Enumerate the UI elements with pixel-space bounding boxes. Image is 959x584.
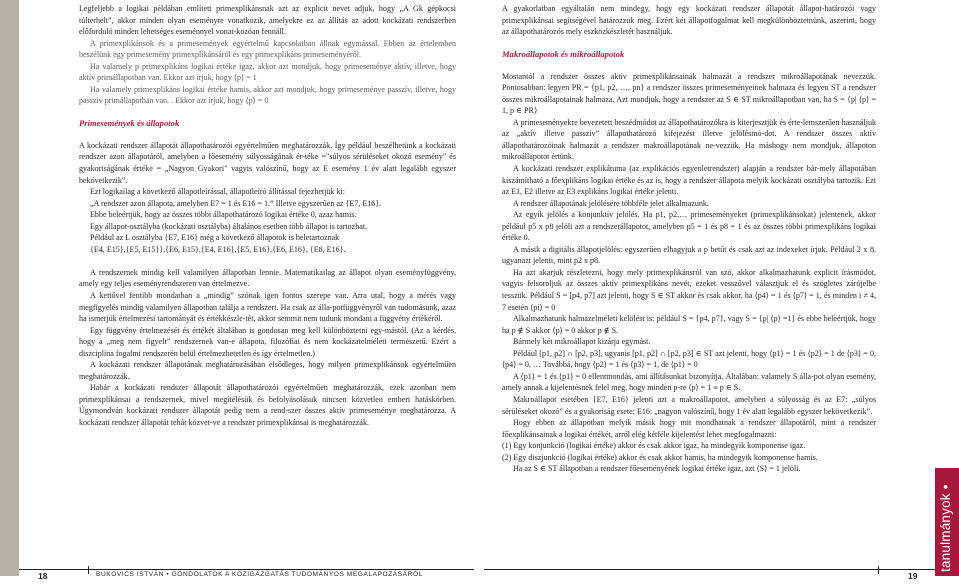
paragraph: Ha azt akarjuk részletezni, hogy mely primexplikánsról van szó, akkor alkalmazhatunk explicit írásmódot, vagyis felsoroljuk az összes aktív primexplikáns nevét, ezeket vesszővel választjuk el és szögletes zárójelbe tesszük. Például S = [p4, p7] azt jelenti, hogy S ∈ ST akkor és csak akkor, ha ⟨p4⟩ = 1 és ⟨p7⟩ = 1, és minden i ≠ 4, 7 esetén ⟨pi⟩ = 0 [502, 267, 876, 312]
paragraph: A kockázati rendszer állapotának meghatározásában elsődleges, hogy milyen primexplikánsok egyértelműen meghatározzák. [79, 360, 456, 381]
paragraph: A másik a digitális állapotjelölés: egyszerűen elhagyjuk a p betűt és csak azt az indexeket írjuk. Például 2 x 8. ugyanazt jelenti, mint p2 x p8. [502, 244, 876, 266]
paragraph: A kockázati rendszer állapotát állapothatározói egyértelműen meghatározzák. Így például beszélhetünk a kockázati rendszer azon állapotáról, amelyben a főesemény súlyosságának ér-téke ="súlyos sérüléseket okozó esemény" és gyakoriságának értéke = „Nagyon Gyakori" vagyis valószínű, hogy az E esemény 1 év alatt legalább egyszer bekövetkezik". [79, 140, 456, 185]
paragraph: A primexplikánsok és a primesemények egyértelmű kapcsolatban állnak egymással. Ebben az értelemben beszélünk egy primesemény primexplikánsáról és egy primexplikáns primeseményéről. [79, 38, 456, 60]
paragraph: A kockázati rendszer explikátuma (az explikációs egyenletrendszer) alapján a rendszer bár-mely állapotában kiszámítható a főexplikáns logikai értéke és az is, hogy a rendszer állapota melyik kockázati osztályba tartozik. Ezt az E1, E2 illetve az E3 explikáns logikai értéke jelenti. [502, 164, 876, 197]
paragraph: A ⟨p1⟩ = 1 és ⟨p1⟩ = 0 ellentmondás, ami állításunkat bizonyítja. Általában: valamely S álla-pot olyan esemény, amely annak a kijelentésnek felel meg, hogy minden p-re ⟨p⟩ = 1 ≡ p ∈ S. [502, 371, 876, 393]
paragraph: Ezt logikailag a következő állapotleírással, állapotleíró állítással fejezhetjük ki: [90, 187, 345, 197]
paragraph: Mostantól a rendszer összes aktív primexplikánsainak halmazát a rendszer mikroállapotának nevezzük. Pontosabban: legyen PR = {p1, p2, …, pn} a rendszer összes primeseményeinek halmaza és legyen ST a rendszer összes mikroállapotainak halmaza. Azt mondjuk, hogy a rendszer az S ∈ ST mikroállapotban van, ha S = {p| ⟨p⟩ = 1, p ∈ PR} [502, 71, 876, 116]
running-footer: BUKOVICS ISTVÁN • GONDOLATOK A KÖZIGAZGATÁS TUDOMÁNYOS MEGALAPOZÁSÁRÓL [96, 571, 423, 578]
paragraph: A kettővel fentibb mondatban a „mindig” szónak igen fontos szerepe van. Arra utal, hogy a mérés vagy megfigyelés mindig valamilyen állapotban találja a rendszert. Ha csak az álla-potfüggvényről van tudomásunk, azaz ha ismerjük értelmezési tartományát és értékkészle-tét, akkor semmit nem tudunk mondani a függvény értékéről. [79, 290, 456, 324]
paragraph: (1) Egy konjunkció (logikai értéke) akkor és csak akkor igaz, ha mindegyik komponense igaz. [502, 441, 806, 451]
paragraph: A gyakorlatban egyáltalán nem mindegy, hogy egy kockázati rendszer állapotát állapot-határozói vagy primexplikánsai segítségével határozzuk meg. Ezért két állapotfogalmat kell megkülönböztetnünk, aszerint, hogy az állapothatározós mely eszközkészletét használjuk. [502, 4, 876, 37]
paragraph: Ha valamely p primexplikáns logikai értéke igaz, akkor azt mondjuk, hogy primeseménye aktív, illetve, hogy aktív primállapotban van. Ekkor azt írjuk, hogy ⟨p⟩ = 1 [79, 61, 456, 83]
right-text-column [502, 3, 876, 475]
paragraph: Legfeljebb a logikai példában említett primexplikánsnak azt az explicit nevet adjuk, hogy „A Gk gépkocsi túlterhelt”, akkor minden olyan eseményre vonatkozik, amelyekre ez az állítás az adott kockázati rendszerben előforduló minden lehetséges eseménnyel vonat-kozóan fennáll. [79, 4, 456, 37]
paragraph: Például az L osztályba {E7, E16} még a következő állapotok is beletartoznak [90, 233, 340, 243]
left-footer-tick [88, 566, 89, 574]
right-footer-tick [878, 566, 879, 574]
paragraph: A rendszernek mindig kell valamilyen állapotban lennie. Matematikailag az állapot olyan eseményfüggvény, amely egy teljes eseményrendszeren van értelmezve. [79, 267, 456, 289]
section-heading: Primesemények és állapotok [79, 117, 180, 128]
paragraph: Ebbe beleértjük, hogy az összes többi állapothatározó logikai értéke 0, azaz hamis. [90, 210, 357, 220]
paragraph: Ha valamely primexplikáns logikai értéke hamis, akkor azt mondjuk, hogy primeseménye passzív, illetve, hogy passzív primállapotban van. . Ekkor azt írjuk, hogy ⟨p⟩ = 0 [79, 84, 456, 106]
section-tab [935, 468, 959, 576]
paragraph: A rendszer állapotának jelölésére többféle jelet alkalmazunk. [513, 198, 709, 208]
paragraph: Az egyik jelölés a konjunktív jelölés. Ha p1, p2,… primeseményeket (primexplikánsokat) jelentenek, akkor például p5 x p8 jelöli azt a rendszerállapotot, amelyben p5 = 1 és p8 = 1 és az összes többi primexplikáns logikai értéke 0. [502, 210, 876, 243]
paragraph: Egy függvény értelmezését és értékét általában is gondosan meg kell különböztetni egy-mástól. (Az a kérdés, hogy a „meg nem figyelt” rendszernek van-e állapota, filozófiai és nem kockázatelméleti természetű. Ezért a diszciplína fogalmi rendszerén belül értelmezhetetlen és így értelmetlen.) [79, 325, 456, 358]
left-page-number: 18 [38, 571, 48, 581]
right-page [480, 0, 959, 584]
paragraph: Makroállapot esetében {E7, E16} jelenti azt a makroállapotot, amelyben a súlyosság és az E7: „súlyos sérüléseket okozó” és a gyakoriság esete: E16: „nagyon valószínű, hogy 1 év alatt legalább egyszer bekövetkezik”. [502, 394, 876, 416]
paragraph: Például [p1, p2] ∩ [p2, p3], ugyanis [p1, p2] ∩ [p2, p3] ∈ ST azt jelenti, hogy ⟨p1⟩ = 1 és ⟨p2⟩ = 1 de ⟨p3⟩ = 0, ⟨p4⟩ = 0, … Továbbá, hogy ⟨p2⟩ = 1 és ⟨p3⟩ = 1, de ⟨p1⟩ = 0 [502, 348, 876, 370]
left-text-column [79, 3, 456, 429]
section-heading: Makroállapotok és mikroállapotok [502, 48, 625, 59]
paragraph: „A rendszer azon állapota, amelyben E7 = 1 és E16 = 1.” Illetve egyszerűen az {E7, E16}. [90, 198, 382, 208]
paragraph: Alkalmazhatunk halmazelméleti kelölést is: például S = {p4, p7}, vagy S = {p| ⟨p⟩ =1} és ebbe beleértjük, hogy ha p ∉ S akkor ⟨p⟩ = 0 akkor p ∉ S. [502, 314, 876, 335]
paragraph: Habár a kockázati rendszer állapotát állapothatározói egyértelműen meghatározzák, ezek azonban nem primexplikánsai a rendszernek, mivel megítélésük és befolyásolásuk nincsen közvetlen emberi hatáskörben. Úgymondván kockázati rendszer állapotát pedig nem a rend-szer összes aktív primeseménye meghatározza. A kockázati rendszer állapotát tehát közvet-ve a rendszer primexplikánsai is meghatározzák. [79, 383, 456, 427]
paragraph: A primeseményekre bevezetett beszédmódot az állapothatározókra is kiterjesztjük és érte-lemszerűen használjuk az „aktív illetve passzív” állapothatározó kifejezést illetve jelölésmó-dot. A rendszer összes aktív állapothatározóinak halmazát a rendszer makroállapotának ne-vezzük. Ha máshogy nem mondjuk, állapoton mikroállapotot értünk. [502, 117, 876, 162]
paragraph: Hogy ebben az állapotban melyik másik hogy mit mondhatnak a rendszer állapotáról, mint a rendszer főexplikánsainak a logikai értékét, arról elég kétféle kijelentést lehet megfogalmazni: [502, 418, 876, 439]
paragraph: Ha az S ∈ ST állapotban a rendszer főeseményének logikai értéke igaz, azt ⟨S⟩ = 1 jelöli. [513, 464, 801, 474]
paragraph: Egy állapot-osztályba (kockázati osztályba) általános esetben több állapot is tartozhat. [90, 221, 368, 231]
section-label: tanulmányok • [938, 484, 953, 572]
paragraph: Bármely két mikroállapot kizárja egymást. [513, 337, 651, 347]
right-page-number: 19 [908, 571, 918, 581]
paragraph: (2) Egy diszjunkció (logikai értéke) akkor és csak akkor hamis, ha mindegyik komponense hamis. [502, 452, 818, 462]
right-footer-rule [484, 569, 935, 570]
paragraph: {E4, E15},{E5, E15}},{E6, E15},{E4, E16},{E5, E16},{E6, E16}, {E8, E16}. [90, 244, 346, 254]
